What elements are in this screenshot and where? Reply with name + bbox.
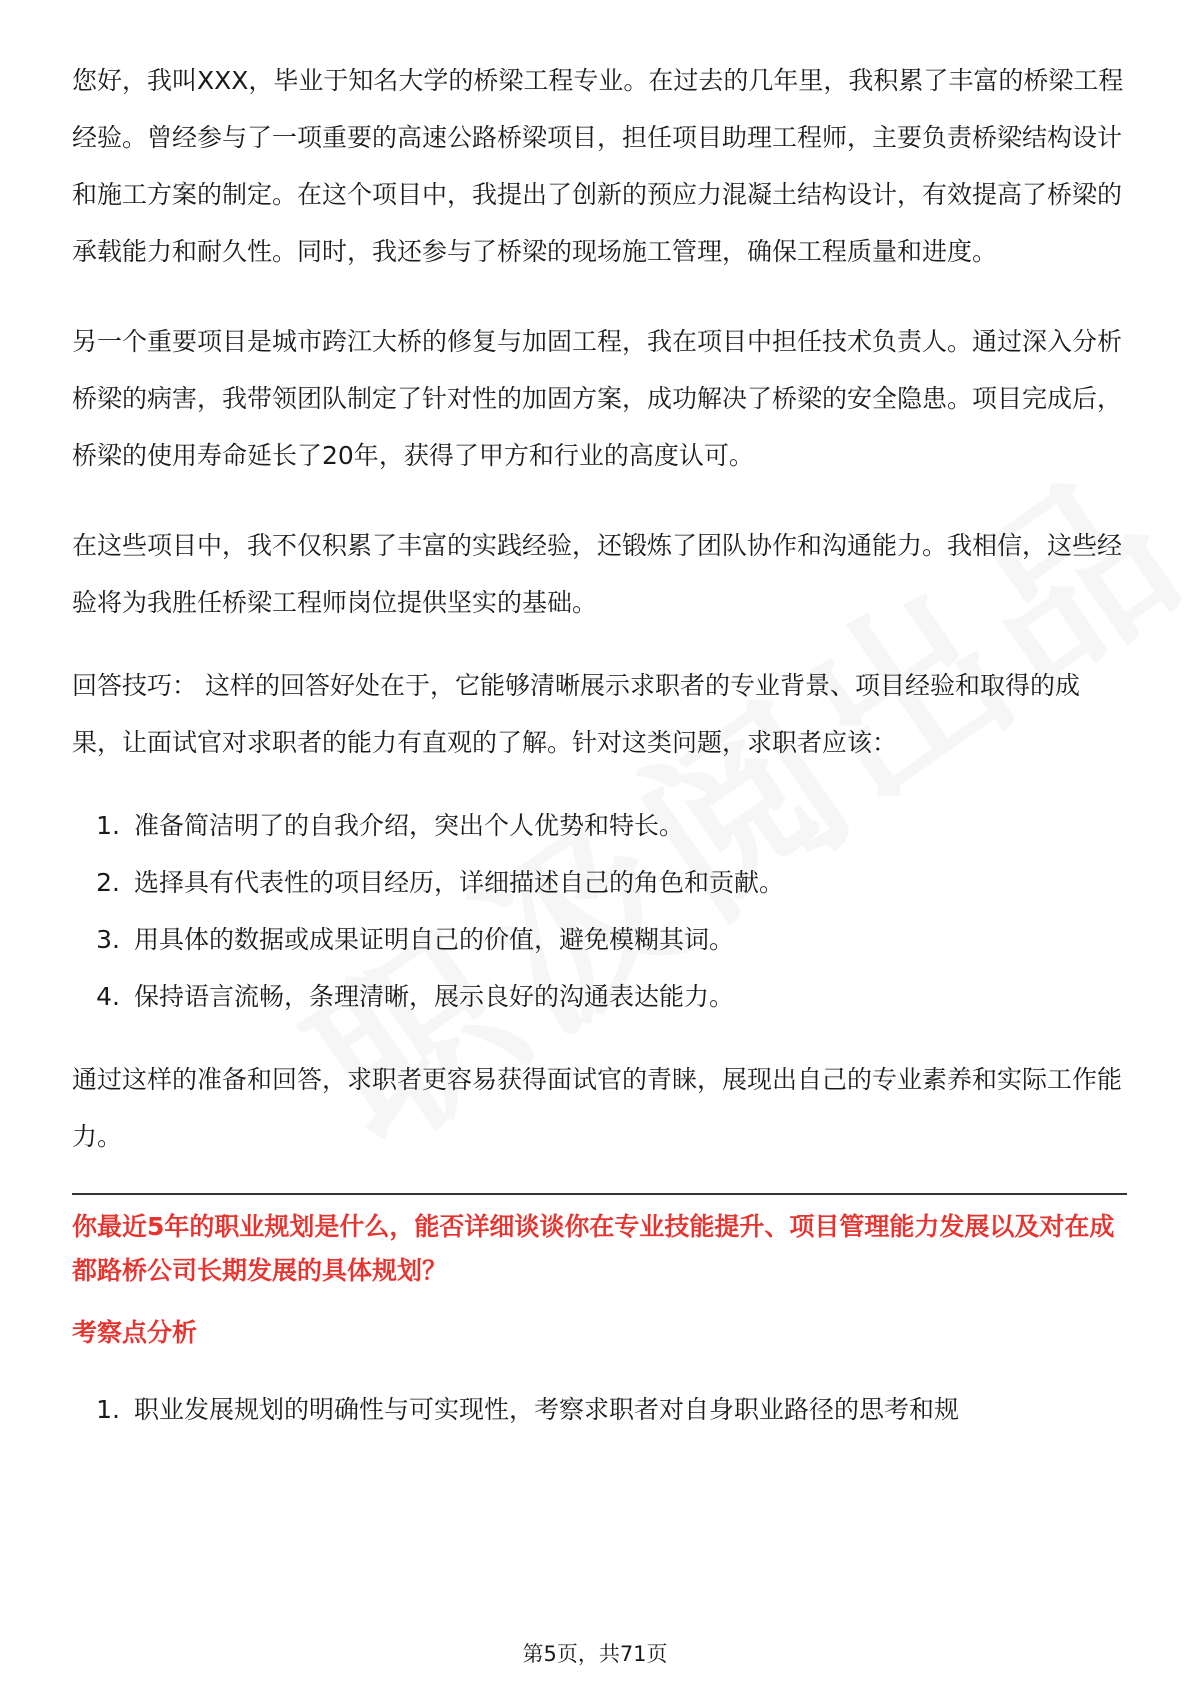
analysis-heading: 考察点分析 <box>72 1318 198 1347</box>
tips-list <box>72 797 1127 1025</box>
list-item: 2. 选择具有代表性的项目经历，详细描述自己的角色和贡献。 <box>96 868 785 897</box>
section-divider <box>72 1193 1127 1195</box>
closing-paragraph: 通过这样的准备和回答，求职者更容易获得面试官的青睐，展现出自己的专业素养和实际工作能力。 <box>72 1065 1123 1151</box>
document-body <box>72 52 1127 1438</box>
answer-paragraph-1: 您好，我叫XXX，毕业于知名大学的桥梁工程专业。在过去的几年里，我积累了丰富的桥梁工程经验。曾经参与了一项重要的高速公路桥梁项目，担任项目助理工程师，主要负责桥梁结构设计和施工方案的制定。在这个项目中，我提出了创新的预应力混凝土结构设计，有效提高了桥梁的承载能力和耐久性。同时，我还参与了桥梁的现场施工管理，确保工程质量和进度。 <box>72 66 1124 266</box>
analysis-list <box>72 1381 1127 1438</box>
answer-paragraph-3: 在这些项目中，我不仅积累了丰富的实践经验，还锻炼了团队协作和沟通能力。我相信，这些经验将为我胜任桥梁工程师岗位提供坚实的基础。 <box>72 531 1123 617</box>
page-footer: 第5页，共71页 <box>522 1642 668 1666</box>
answer-paragraph-2: 另一个重要项目是城市跨江大桥的修复与加固工程，我在项目中担任技术负责人。通过深入分析桥梁的病害，我带领团队制定了针对性的加固方案，成功解决了桥梁的安全隐患。项目完成后，桥梁的使用寿命延长了20年，获得了甲方和行业的高度认可。 <box>72 327 1123 470</box>
answer-tips-paragraph: 回答技巧： 这样的回答好处在于，它能够清晰展示求职者的专业背景、项目经验和取得的成果，让面试官对求职者的能力有直观的了解。针对这类问题，求职者应该： <box>72 671 1080 757</box>
question-heading: 你最近5年的职业规划是什么，能否详细谈谈你在专业技能提升、项目管理能力发展以及对在成都路桥公司长期发展的具体规划？ <box>72 1212 1115 1285</box>
list-item: 1. 准备简洁明了的自我介绍，突出个人优势和特长。 <box>96 811 685 840</box>
list-item: 1. 职业发展规划的明确性与可实现性，考察求职者对自身职业路径的思考和规 <box>96 1395 960 1424</box>
list-item: 3. 用具体的数据或成果证明自己的价值，避免模糊其词。 <box>96 925 735 954</box>
list-item: 4. 保持语言流畅，条理清晰，展示良好的沟通表达能力。 <box>96 982 735 1011</box>
